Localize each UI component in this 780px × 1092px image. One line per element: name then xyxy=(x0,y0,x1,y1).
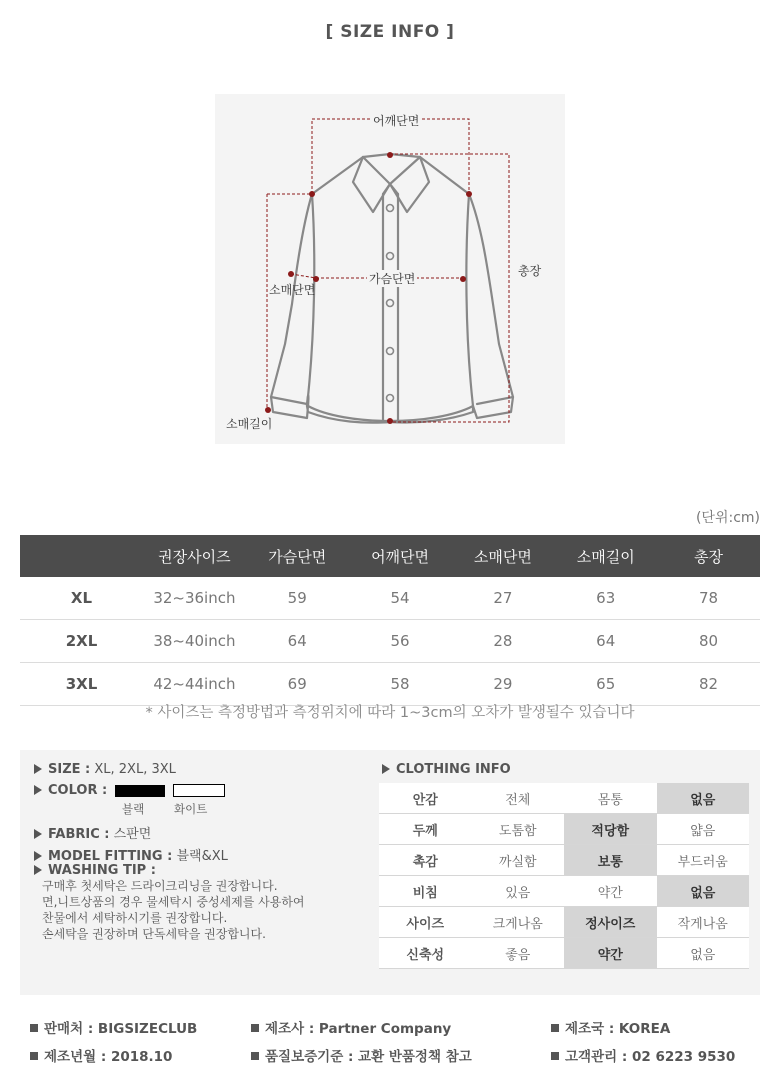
footer-customer-text: 고객관리 : 02 6223 9530 xyxy=(565,1049,736,1065)
triangle-bullet-icon xyxy=(382,764,390,774)
clothing-option: 좋음 xyxy=(472,938,565,969)
chest-label: 가슴단면 xyxy=(369,272,416,286)
sleeve-width-label: 소매단면 xyxy=(269,283,316,297)
clothing-option: 전체 xyxy=(472,783,565,814)
clothing-option: 몸통 xyxy=(564,783,657,814)
header-cell xyxy=(20,535,143,577)
footer-country-text: 제조국 : KOREA xyxy=(565,1021,671,1037)
clothing-option-selected: 적당함 xyxy=(564,814,657,845)
size-info-value: XL, 2XL, 3XL xyxy=(94,762,176,777)
clothing-option: 없음 xyxy=(657,938,750,969)
clothing-info-label: 비침 xyxy=(379,876,472,907)
header-cell: 가슴단면 xyxy=(246,535,349,577)
size-note: * 사이즈는 측정방법과 측정위치에 따라 1~3cm의 오차가 발생될수 있습니다 xyxy=(145,705,635,721)
header-cell: 총장 xyxy=(657,535,760,577)
header-cell: 소매길이 xyxy=(554,535,657,577)
table-cell: 82 xyxy=(657,663,760,706)
table-cell: 38~40inch xyxy=(143,620,246,663)
footer-warranty xyxy=(251,1045,472,1065)
triangle-bullet-icon xyxy=(34,764,42,774)
table-cell: 59 xyxy=(246,577,349,620)
clothing-option-selected: 정사이즈 xyxy=(564,907,657,938)
table-cell: 80 xyxy=(657,620,760,663)
sleeve-length-label: 소매길이 xyxy=(226,417,273,431)
clothing-option: 까실함 xyxy=(472,845,565,876)
color-info-row xyxy=(34,783,225,798)
unit-label: (단위:cm) xyxy=(695,510,760,526)
clothing-info-row xyxy=(379,938,749,969)
clothing-option: 얇음 xyxy=(657,814,750,845)
size-table xyxy=(20,535,760,706)
washing-tips xyxy=(42,878,305,942)
table-cell: 63 xyxy=(554,577,657,620)
triangle-bullet-icon xyxy=(34,851,42,861)
clothing-info-row xyxy=(379,876,749,907)
footer-country xyxy=(551,1017,670,1037)
clothing-option: 부드러움 xyxy=(657,845,750,876)
header-cell: 어깨단면 xyxy=(349,535,452,577)
square-bullet-icon xyxy=(551,1052,559,1060)
size-info-row xyxy=(34,762,176,777)
table-cell: 42~44inch xyxy=(143,663,246,706)
clothing-info-row xyxy=(379,845,749,876)
square-bullet-icon xyxy=(251,1052,259,1060)
size-cell: 2XL xyxy=(20,620,143,663)
table-cell: 32~36inch xyxy=(143,577,246,620)
clothing-info-label: 사이즈 xyxy=(379,907,472,938)
square-bullet-icon xyxy=(30,1052,38,1060)
clothing-option: 있음 xyxy=(472,876,565,907)
table-cell: 58 xyxy=(349,663,452,706)
footer-date xyxy=(30,1045,172,1065)
table-cell: 64 xyxy=(246,620,349,663)
table-cell: 78 xyxy=(657,577,760,620)
washing-info-row xyxy=(34,863,156,878)
washing-info-label: WASHING TIP : xyxy=(48,863,156,878)
clothing-option-selected: 약간 xyxy=(564,938,657,969)
clothing-info-row xyxy=(379,814,749,845)
clothing-info-label: 두께 xyxy=(379,814,472,845)
footer-seller xyxy=(30,1017,197,1037)
color-info-label: COLOR : xyxy=(48,783,108,798)
washing-line: 구매후 첫세탁은 드라이크리닝을 권장합니다. xyxy=(42,879,278,893)
fabric-info-value: 스판면 xyxy=(113,827,152,842)
model-info-label: MODEL FITTING : xyxy=(48,849,173,864)
table-cell: 29 xyxy=(451,663,554,706)
triangle-bullet-icon xyxy=(34,865,42,875)
header-cell: 권장사이즈 xyxy=(143,535,246,577)
triangle-bullet-icon xyxy=(34,785,42,795)
footer-warranty-text: 품질보증기준 : 교환 반품정책 참고 xyxy=(265,1049,472,1065)
white-swatch-label: 화이트 xyxy=(174,802,208,816)
square-bullet-icon xyxy=(30,1024,38,1032)
footer-maker xyxy=(251,1017,451,1037)
length-label: 총장 xyxy=(518,264,542,278)
shirt-illustration xyxy=(215,94,565,444)
table-row xyxy=(20,577,760,620)
black-swatch xyxy=(115,785,165,797)
clothing-option-selected: 없음 xyxy=(657,783,750,814)
clothing-info-label: 촉감 xyxy=(379,845,472,876)
footer-customer xyxy=(551,1045,735,1065)
clothing-info-row xyxy=(379,783,749,814)
washing-line: 면,니트상품의 경우 물세탁시 중성세제를 사용하여 xyxy=(42,895,305,909)
square-bullet-icon xyxy=(551,1024,559,1032)
footer-maker-text: 제조사 : Partner Company xyxy=(265,1021,452,1037)
table-row xyxy=(20,620,760,663)
footer-date-text: 제조년월 : 2018.10 xyxy=(44,1049,173,1065)
clothing-info-table xyxy=(379,783,749,969)
table-cell: 28 xyxy=(451,620,554,663)
clothing-option: 크게나옴 xyxy=(472,907,565,938)
clothing-info-label: 안감 xyxy=(379,783,472,814)
table-cell: 56 xyxy=(349,620,452,663)
clothing-option-selected: 보통 xyxy=(564,845,657,876)
clothing-option: 약간 xyxy=(564,876,657,907)
measurement-diagram xyxy=(215,94,565,444)
size-table-header xyxy=(20,535,760,577)
product-info-box xyxy=(20,750,760,995)
triangle-bullet-icon xyxy=(34,829,42,839)
model-info-row xyxy=(34,845,228,864)
black-swatch-label: 블랙 xyxy=(122,802,145,816)
page-title: [ SIZE INFO ] xyxy=(325,22,455,42)
washing-line: 찬물에서 세탁하시기를 권장합니다. xyxy=(42,911,228,925)
clothing-info-title-text: CLOTHING INFO xyxy=(396,762,511,777)
table-cell: 27 xyxy=(451,577,554,620)
clothing-option: 작게나옴 xyxy=(657,907,750,938)
shoulder-label: 어깨단면 xyxy=(370,112,422,129)
white-swatch xyxy=(173,784,225,797)
clothing-info-row xyxy=(379,907,749,938)
table-row xyxy=(20,663,760,706)
model-info-value: 블랙&XL xyxy=(176,849,228,864)
header-cell: 소매단면 xyxy=(451,535,554,577)
size-info-label: SIZE : xyxy=(48,762,91,777)
clothing-option-selected: 없음 xyxy=(657,876,750,907)
size-cell: XL xyxy=(20,577,143,620)
washing-line: 손세탁을 권장하며 단독세탁을 권장합니다. xyxy=(42,927,266,941)
square-bullet-icon xyxy=(251,1024,259,1032)
table-cell: 54 xyxy=(349,577,452,620)
table-cell: 64 xyxy=(554,620,657,663)
fabric-info-label: FABRIC : xyxy=(48,827,110,842)
clothing-option: 도톰함 xyxy=(472,814,565,845)
table-cell: 69 xyxy=(246,663,349,706)
size-cell: 3XL xyxy=(20,663,143,706)
table-cell: 65 xyxy=(554,663,657,706)
clothing-info-title xyxy=(382,762,511,777)
fabric-info-row xyxy=(34,823,151,842)
button-dots xyxy=(387,205,394,402)
footer-seller-text: 판매처 : BIGSIZECLUB xyxy=(44,1021,198,1037)
clothing-info-label: 신축성 xyxy=(379,938,472,969)
